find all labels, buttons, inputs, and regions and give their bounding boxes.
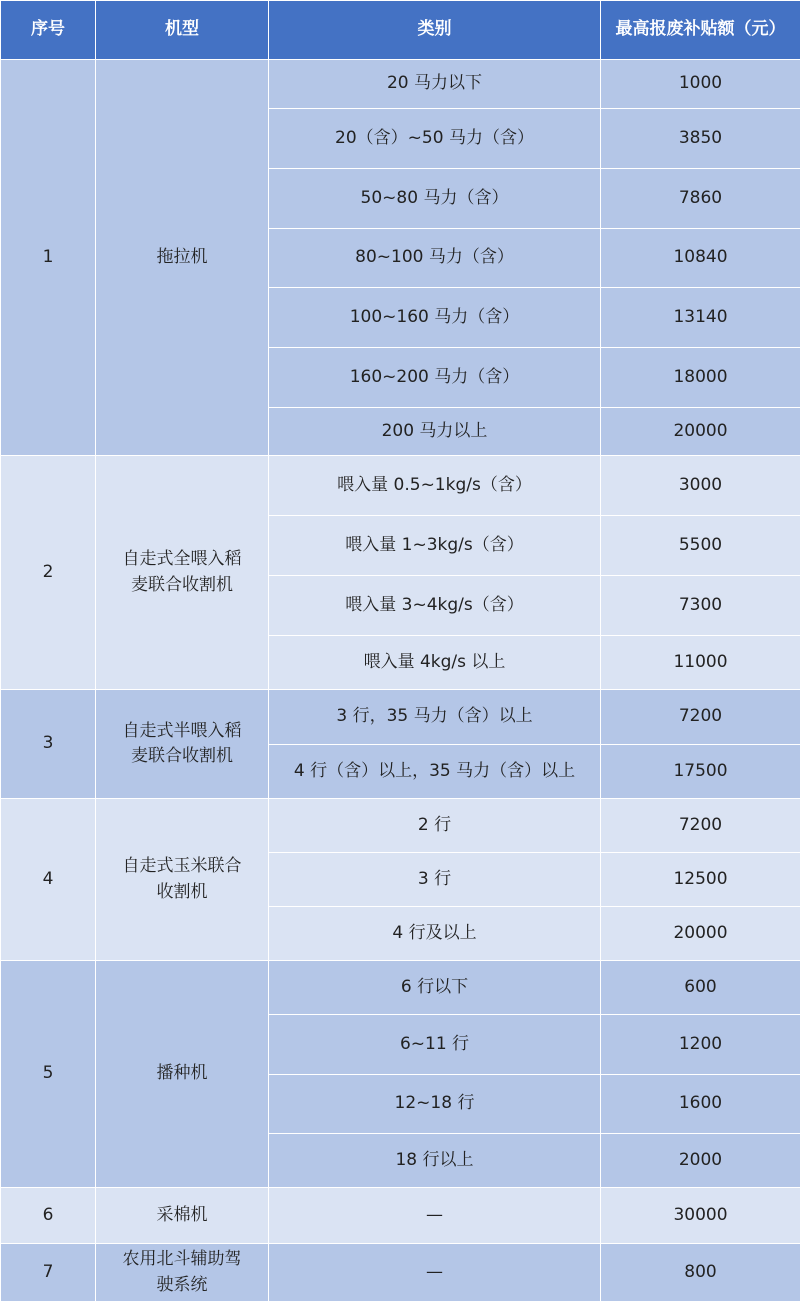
cell-machine-type: 自走式玉米联合收割机 — [96, 799, 269, 961]
cell-category: 喂入量 4kg/s 以上 — [269, 636, 601, 690]
cell-category: 2 行 — [269, 799, 601, 853]
table-row — [1, 456, 800, 516]
cell-category: 160~200 马力（含） — [269, 348, 601, 408]
cell-category: 3 行 — [269, 853, 601, 907]
cell-amount: 7860 — [601, 169, 800, 229]
cell-no: 3 — [1, 690, 96, 799]
table-row — [1, 690, 800, 745]
cell-category: 50~80 马力（含） — [269, 169, 601, 229]
cell-category: 80~100 马力（含） — [269, 229, 601, 288]
cell-amount: 1600 — [601, 1075, 800, 1134]
header-category: 类别 — [269, 1, 601, 60]
cell-no: 2 — [1, 456, 96, 690]
header-amount: 最高报废补贴额（元） — [601, 1, 800, 60]
cell-amount: 20000 — [601, 408, 800, 456]
cell-amount: 7300 — [601, 576, 800, 636]
cell-machine-type: 播种机 — [96, 961, 269, 1188]
cell-category: 20 马力以下 — [269, 60, 601, 109]
cell-category: 喂入量 1~3kg/s（含） — [269, 516, 601, 576]
table-row — [1, 60, 800, 109]
table-row — [1, 961, 800, 1015]
cell-machine-type: 农用北斗辅助驾驶系统 — [96, 1244, 269, 1302]
table-body — [1, 60, 800, 1302]
cell-category: 3 行，35 马力（含）以上 — [269, 690, 601, 745]
cell-category: 100~160 马力（含） — [269, 288, 601, 348]
cell-no: 4 — [1, 799, 96, 961]
cell-category: — — [269, 1188, 601, 1244]
cell-category: 4 行及以上 — [269, 907, 601, 961]
cell-category: 喂入量 3~4kg/s（含） — [269, 576, 601, 636]
cell-category: 12~18 行 — [269, 1075, 601, 1134]
table-row — [1, 799, 800, 853]
cell-amount: 7200 — [601, 690, 800, 745]
cell-amount: 20000 — [601, 907, 800, 961]
cell-amount: 600 — [601, 961, 800, 1015]
cell-amount: 13140 — [601, 288, 800, 348]
table-row — [1, 1244, 800, 1302]
header-type: 机型 — [96, 1, 269, 60]
table-row — [1, 1188, 800, 1244]
cell-machine-type: 采棉机 — [96, 1188, 269, 1244]
cell-category: 20（含）~50 马力（含） — [269, 109, 601, 169]
cell-category: 6 行以下 — [269, 961, 601, 1015]
cell-amount: 18000 — [601, 348, 800, 408]
cell-amount: 2000 — [601, 1134, 800, 1188]
cell-amount: 5500 — [601, 516, 800, 576]
cell-amount: 1000 — [601, 60, 800, 109]
cell-no: 5 — [1, 961, 96, 1188]
cell-category: 4 行（含）以上，35 马力（含）以上 — [269, 745, 601, 799]
cell-amount: 10840 — [601, 229, 800, 288]
cell-category: 18 行以上 — [269, 1134, 601, 1188]
cell-amount: 800 — [601, 1244, 800, 1302]
cell-machine-type: 拖拉机 — [96, 60, 269, 456]
cell-amount: 3850 — [601, 109, 800, 169]
cell-machine-type: 自走式全喂入稻麦联合收割机 — [96, 456, 269, 690]
cell-amount: 7200 — [601, 799, 800, 853]
cell-amount: 3000 — [601, 456, 800, 516]
cell-amount: 12500 — [601, 853, 800, 907]
cell-category: 喂入量 0.5~1kg/s（含） — [269, 456, 601, 516]
cell-no: 1 — [1, 60, 96, 456]
cell-no: 6 — [1, 1188, 96, 1244]
cell-no: 7 — [1, 1244, 96, 1302]
cell-category: 200 马力以上 — [269, 408, 601, 456]
cell-machine-type: 自走式半喂入稻麦联合收割机 — [96, 690, 269, 799]
header-row — [1, 1, 800, 60]
cell-amount: 1200 — [601, 1015, 800, 1075]
cell-category: 6~11 行 — [269, 1015, 601, 1075]
cell-amount: 11000 — [601, 636, 800, 690]
cell-amount: 30000 — [601, 1188, 800, 1244]
cell-amount: 17500 — [601, 745, 800, 799]
cell-category: — — [269, 1244, 601, 1302]
header-no: 序号 — [1, 1, 96, 60]
